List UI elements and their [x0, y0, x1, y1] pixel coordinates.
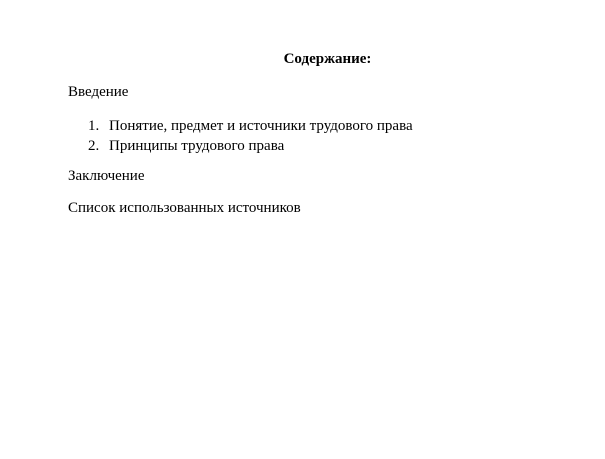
chapter-number: 1. [88, 118, 100, 134]
toc-chapter-item [88, 136, 413, 156]
page-title: Содержание: [283, 51, 372, 67]
chapter-number: 2. [88, 138, 100, 154]
toc-entry-conclusion: Заключение [68, 168, 145, 184]
toc-entry-introduction: Введение [68, 84, 129, 100]
chapter-label: Принципы трудового права [109, 138, 285, 154]
chapter-label: Понятие, предмет и источники трудового права [109, 118, 413, 134]
toc-chapter-item [88, 116, 413, 136]
toc-entry-bibliography: Список использованных источников [68, 200, 301, 216]
toc-chapter-list [88, 116, 413, 156]
